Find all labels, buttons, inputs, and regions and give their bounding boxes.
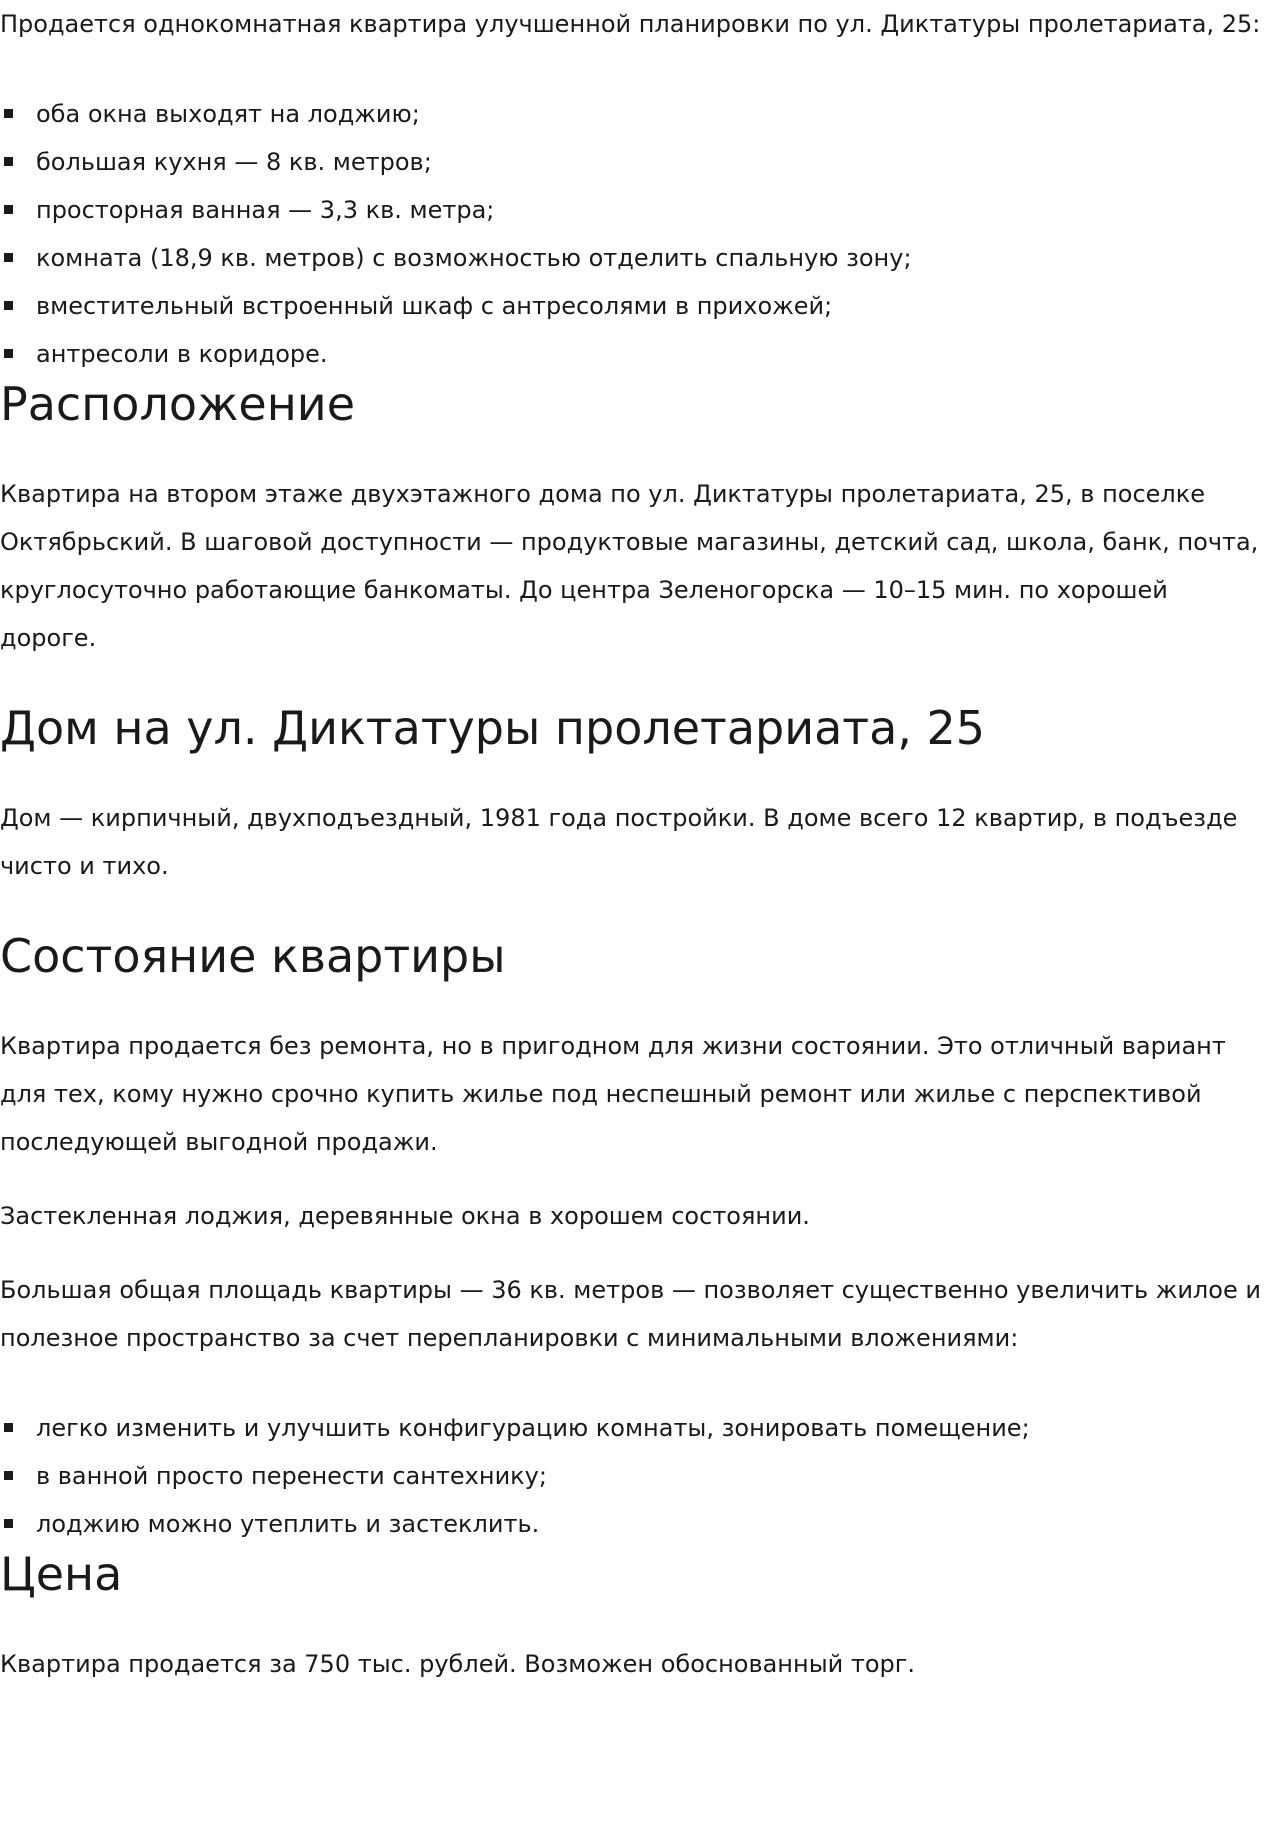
condition-paragraph-2: Застекленная лоджия, деревянные окна в хорошем состоянии.	[0, 1202, 810, 1230]
square-bullet-icon	[4, 157, 13, 166]
square-bullet-icon	[4, 349, 13, 358]
list-item: легко изменить и улучшить конфигурацию комнаты, зонировать помещение;	[0, 1404, 1268, 1452]
location-paragraph: Квартира на втором этаже двухэтажного дома по ул. Диктатуры пролетариата, 25, в поселке Октябрьский. В шаговой доступности — продуктовые магазины, детский сад, школа, банк, почта, круглосуточно работающие банкоматы. До центра Зеленогорска — 10–15 мин. по хорошей дороге.	[0, 480, 1259, 652]
square-bullet-icon	[4, 1423, 13, 1432]
square-bullet-icon	[4, 205, 13, 214]
replanning-list	[0, 1404, 1268, 1548]
price-heading: Цена	[0, 1547, 123, 1601]
square-bullet-icon	[4, 301, 13, 310]
list-item: комната (18,9 кв. метров) с возможностью отделить спальную зону;	[0, 234, 1268, 282]
list-item: вместительный встроенный шкаф с антресолями в прихожей;	[0, 282, 1268, 330]
price-paragraph: Квартира продается за 750 тыс. рублей. Возможен обоснованный торг.	[0, 1650, 915, 1678]
square-bullet-icon	[4, 253, 13, 262]
condition-heading: Состояние квартиры	[0, 929, 506, 983]
list-item: большая кухня — 8 кв. метров;	[0, 138, 1268, 186]
intro-paragraph: Продается однокомнатная квартира улучшенной планировки по ул. Диктатуры пролетариата, 25:	[0, 10, 1261, 38]
condition-paragraph-1: Квартира продается без ремонта, но в пригодном для жизни состоянии. Это отличный вариант для тех, кому нужно срочно купить жилье под неспешный ремонт или жилье с перспективой последующей выгодной продажи.	[0, 1032, 1226, 1156]
condition-paragraph-3: Большая общая площадь квартиры — 36 кв. метров — позволяет существенно увеличить жилое и полезное пространство за счет перепланировки с минимальными вложениями:	[0, 1276, 1261, 1352]
square-bullet-icon	[4, 1471, 13, 1480]
house-paragraph: Дом — кирпичный, двухподъездный, 1981 года постройки. В доме всего 12 квартир, в подъезде чисто и тихо.	[0, 804, 1238, 880]
square-bullet-icon	[4, 109, 13, 118]
house-heading: Дом на ул. Диктатуры пролетариата, 25	[0, 701, 986, 755]
features-list	[0, 90, 1268, 378]
list-item: антресоли в коридоре.	[0, 330, 1268, 378]
list-item: лоджию можно утеплить и застеклить.	[0, 1500, 1268, 1548]
list-item: в ванной просто перенести сантехнику;	[0, 1452, 1268, 1500]
list-item: оба окна выходят на лоджию;	[0, 90, 1268, 138]
square-bullet-icon	[4, 1519, 13, 1528]
location-heading: Расположение	[0, 377, 355, 431]
list-item: просторная ванная — 3,3 кв. метра;	[0, 186, 1268, 234]
